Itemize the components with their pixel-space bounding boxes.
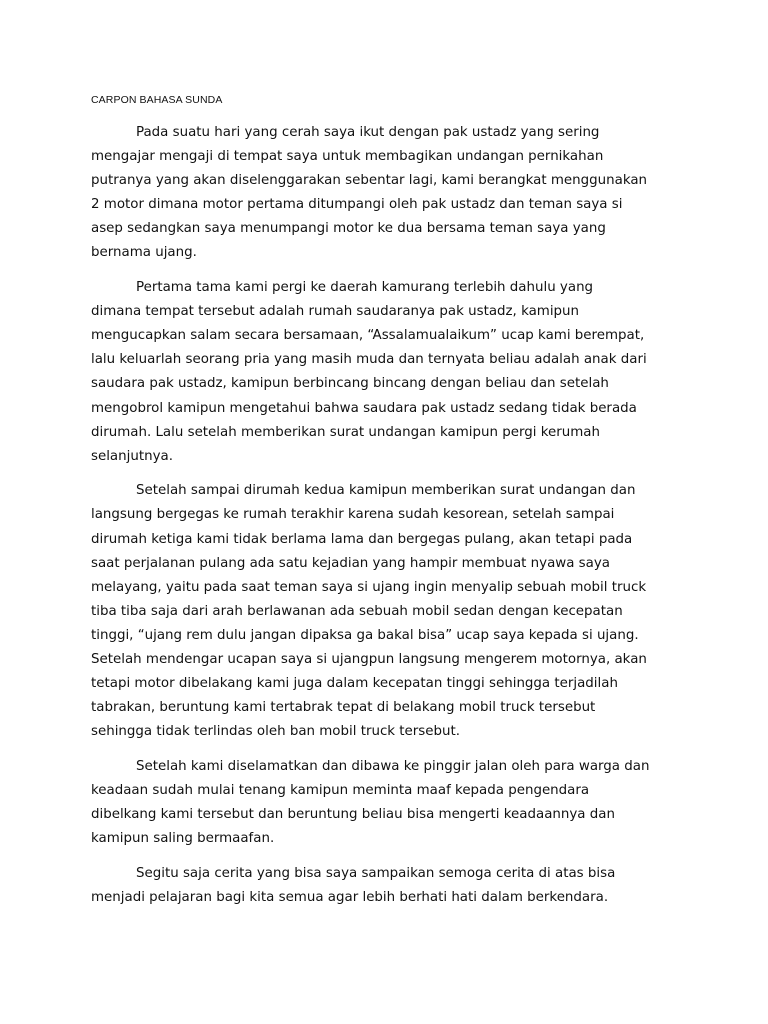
paragraph-line: dibelkang kami tersebut dan beruntung beliau bisa mengerti keadaannya dan xyxy=(91,807,615,823)
paragraph-line: Setelah sampai dirumah kedua kamipun memberikan surat undangan dan xyxy=(136,483,636,499)
paragraph-line: keadaan sudah mulai tenang kamipun meminta maaf kepada pengendara xyxy=(91,782,590,798)
paragraph-line: mengucapkan salam secara bersamaan, “Assalamualaikum” ucap kami berempat, xyxy=(91,328,645,344)
paragraph-line: langsung bergegas ke rumah terakhir karena sudah kesorean, setelah sampai xyxy=(91,507,615,523)
paragraph-line: sehingga tidak terlindas oleh ban mobil truck tersebut. xyxy=(91,724,461,740)
paragraph-line: menjadi pelajaran bagi kita semua agar lebih berhati hati dalam berkendara. xyxy=(91,889,609,905)
paragraph-line: tinggi, “ujang rem dulu jangan dipaksa ga bakal bisa” ucap saya kepada si ujang. xyxy=(91,627,639,643)
paragraph-line: Pada suatu hari yang cerah saya ikut dengan pak ustadz yang sering xyxy=(136,125,600,140)
paragraph-line: Segitu saja cerita yang bisa saya sampaikan semoga cerita di atas bisa xyxy=(136,865,616,881)
paragraph-line: tetapi motor dibelakang kami juga dalam kecepatan tinggi sehingga terjadilah xyxy=(91,676,618,692)
paragraph-line: saudara pak ustadz, kamipun berbincang bincang dengan beliau dan setelah xyxy=(91,376,609,392)
paragraph-5 xyxy=(91,862,681,910)
paragraph-line: dimana tempat tersebut adalah rumah saudaranya pak ustadz, kamipun xyxy=(91,304,580,320)
paragraph-line: Pertama tama kami pergi ke daerah kamurang terlebih dahulu yang xyxy=(136,280,594,296)
paragraph-line: asep sedangkan saya menumpangi motor ke dua bersama teman saya yang xyxy=(91,221,606,237)
paragraph-line: tiba tiba saja dari arah berlawanan ada sebuah mobil sedan dengan kecepatan xyxy=(91,603,623,619)
document-body xyxy=(91,121,681,920)
paragraph-3 xyxy=(91,479,681,744)
paragraph-line: mengajar mengaji di tempat saya untuk membagikan undangan pernikahan xyxy=(91,149,604,165)
paragraph-2 xyxy=(91,276,681,469)
paragraph-line: tabrakan, beruntung kami tertabrak tepat di belakang mobil truck tersebut xyxy=(91,700,596,716)
paragraph-line: mengobrol kamipun mengetahui bahwa saudara pak ustadz sedang tidak berada xyxy=(91,400,637,416)
paragraph-line: saat perjalanan pulang ada satu kejadian yang hampir membuat nyawa saya xyxy=(91,555,610,571)
paragraph-1 xyxy=(91,121,681,266)
paragraph-line: dirumah. Lalu setelah memberikan surat undangan kamipun pergi kerumah xyxy=(91,424,600,440)
paragraph-line: melayang, yaitu pada saat teman saya si ujang ingin menyalip sebuah mobil truck xyxy=(91,579,647,595)
paragraph-line: 2 motor dimana motor pertama ditumpangi oleh pak ustadz dan teman saya si xyxy=(91,197,623,213)
paragraph-4 xyxy=(91,755,681,851)
paragraph-line: bernama ujang. xyxy=(91,245,197,261)
document-title: CARPON BAHASA SUNDA xyxy=(91,94,223,106)
paragraph-line: Setelah kami diselamatkan dan dibawa ke pinggir jalan oleh para warga dan xyxy=(136,758,650,774)
paragraph-line: lalu keluarlah seorang pria yang masih muda dan ternyata beliau adalah anak dari xyxy=(91,352,647,368)
paragraph-line: putranya yang akan diselenggarakan sebentar lagi, kami berangkat menggunakan xyxy=(91,173,648,189)
paragraph-line: kamipun saling bermaafan. xyxy=(91,831,275,847)
paragraph-line: dirumah ketiga kami tidak berlama lama dan bergegas pulang, akan tetapi pada xyxy=(91,531,633,547)
paragraph-line: selanjutnya. xyxy=(91,448,173,464)
paragraph-line: Setelah mendengar ucapan saya si ujangpun langsung mengerem motornya, akan xyxy=(91,651,647,667)
